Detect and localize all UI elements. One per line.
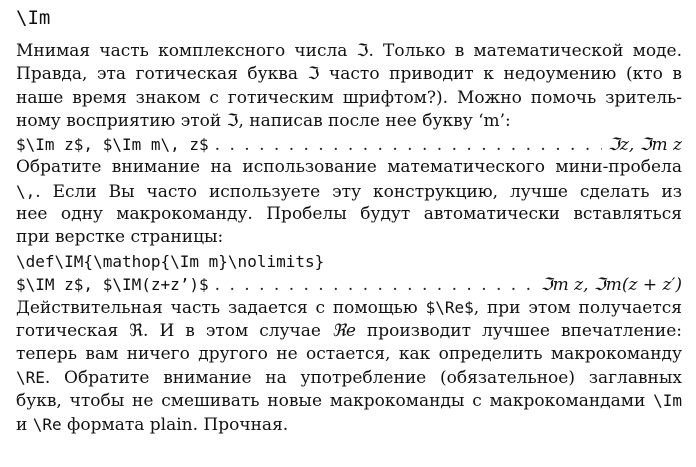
fraktur-symbol: ℑ <box>226 110 239 131</box>
text-line <box>16 389 682 412</box>
fraktur-symbol: ℜe <box>332 320 356 341</box>
text-line: теперь вам ничего другого не остается, как определить макрокоманду <box>16 343 682 364</box>
paragraph-spacing <box>16 156 682 249</box>
text-fragment: часто приводит к недоумению (кто в <box>319 64 682 85</box>
text-fragment: , написав после нее букву ‘m’: <box>238 110 511 131</box>
text-line <box>16 110 682 133</box>
text-fragment: . Если Вы часто используете эту конструкцию, лучше сделать из <box>35 181 682 202</box>
text-fragment: , при этом получается <box>473 298 682 319</box>
code-snippet: $\Re$ <box>425 298 474 318</box>
text-fragment: . Обратите внимание на употребление (обязательное) заглавных <box>44 368 682 389</box>
text-line <box>16 320 682 343</box>
code-definition: \def\IM{\mathop{\Im m}\nolimits} <box>16 251 325 271</box>
text-line <box>16 63 682 86</box>
code-snippet: \, <box>16 181 36 201</box>
paragraph-real-part <box>16 296 682 436</box>
text-fragment: производит лучшее впечатление: <box>355 320 682 341</box>
example-result: ℑm z, ℑm(z + z′) <box>540 274 682 295</box>
text-fragment: готическая <box>16 320 130 341</box>
text-line: нее одну макрокоманду. Пробелы будут автоматически вставляться <box>16 204 682 225</box>
text-line <box>16 296 682 319</box>
code-snippet: $\IM z$, $\IM(z+z’)$ <box>16 274 209 294</box>
text-fragment: букв, чтобы не смешивать новые макрокоманды с макрокомандами <box>16 391 654 412</box>
text-fragment: ному восприятию этой <box>16 110 227 131</box>
text-fragment: Действительная часть задается с помощью <box>16 298 426 319</box>
code-snippet: \Re <box>32 414 62 434</box>
document-page <box>16 6 682 436</box>
fraktur-symbol: ℑ <box>356 41 369 61</box>
code-snippet: \Im <box>653 391 682 411</box>
dot-leader <box>215 274 535 296</box>
text-fragment: и <box>16 414 33 435</box>
text-fragment: . И в этом случае <box>143 320 332 341</box>
page-title: \Im <box>16 7 51 29</box>
text-fragment: . Только в математической моде. <box>368 41 682 61</box>
paragraph-intro <box>16 40 682 133</box>
fraktur-symbol: ℑ <box>307 64 320 85</box>
example-line <box>16 273 682 296</box>
text-line: при верстке страницы: <box>16 227 224 248</box>
text-line <box>16 40 682 63</box>
text-line <box>16 413 682 436</box>
example-result: ℑz, ℑm z <box>608 135 682 156</box>
dot-leader <box>215 134 602 156</box>
text-line: Обратите внимание на использование математического мини-пробела <box>16 157 682 178</box>
text-fragment: формата plain. Прочная. <box>61 414 289 435</box>
text-line: наше время знаком с готическим шрифтом?). Можно помочь зритель- <box>16 87 682 108</box>
code-snippet: \RE <box>16 368 45 388</box>
fraktur-symbol: ℜ <box>129 320 144 341</box>
text-fragment: Правда, эта готическая буква <box>16 64 308 85</box>
text-line <box>16 180 682 203</box>
text-fragment: Мнимая часть комплексного числа <box>16 41 357 61</box>
example-line <box>16 133 682 156</box>
text-line <box>16 366 682 389</box>
code-snippet: $\Im z$, $\Im m\, z$ <box>16 135 209 155</box>
